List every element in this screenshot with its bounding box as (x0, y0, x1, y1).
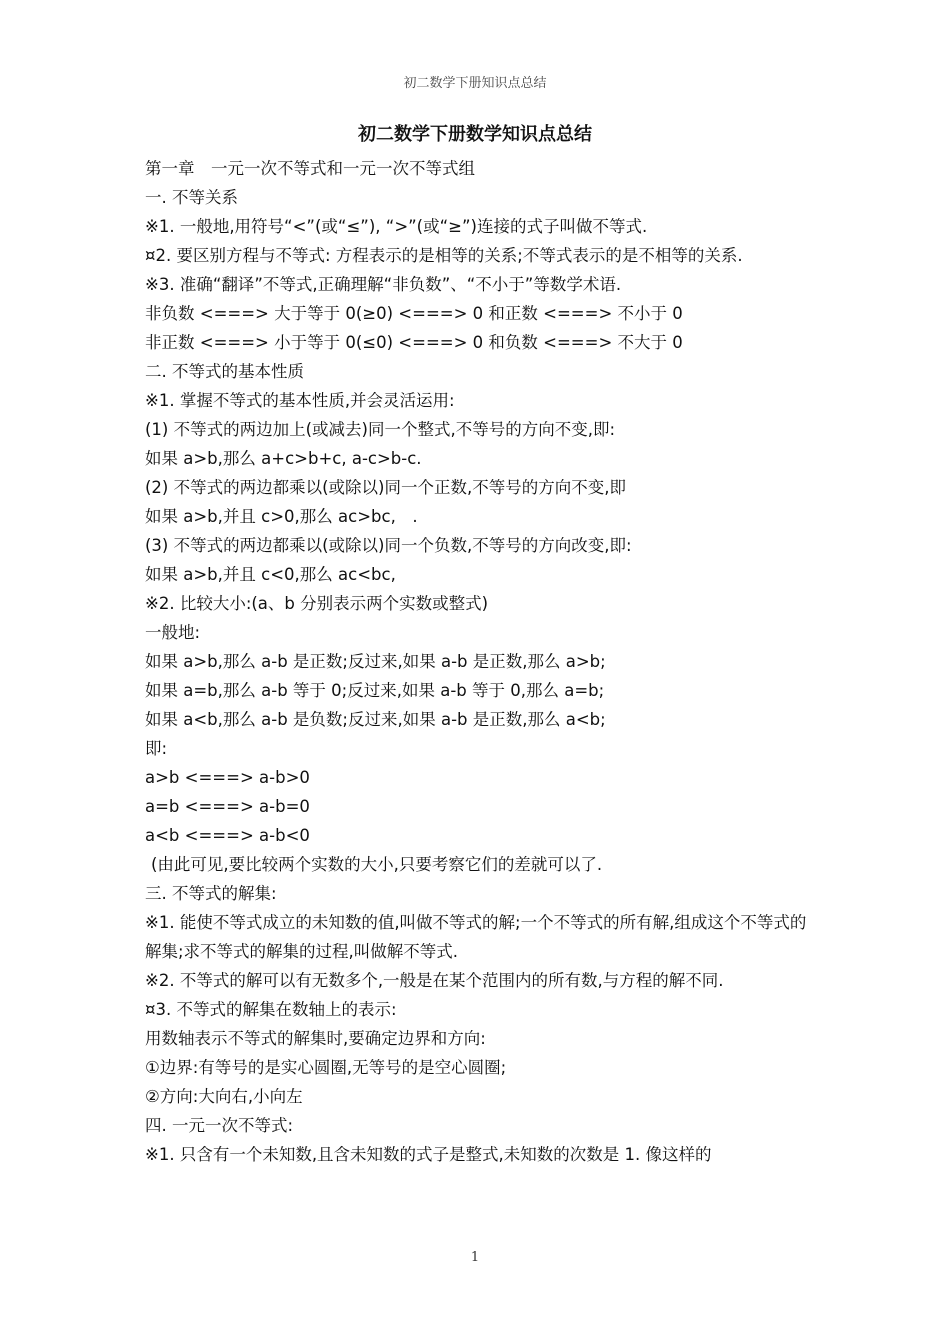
paragraph: (1) 不等式的两边加上(或减去)同一个整式,不等号的方向不变,即: (145, 420, 616, 439)
paragraph: ②方向:大向右,小向左 (145, 1087, 303, 1106)
paragraph: ※1. 掌握不等式的基本性质,并会灵活运用: (145, 391, 455, 410)
paragraph: 非负数 <===> 大于等于 0(≥0) <===> 0 和正数 <===> 不小于 0 (145, 304, 683, 323)
paragraph: 用数轴表示不等式的解集时,要确定边界和方向: (145, 1029, 486, 1048)
formula-line: a=b <===> a-b=0 (145, 797, 310, 816)
paragraph: ※3. 准确“翻译”不等式,正确理解“非负数”、“不小于”等数学术语. (145, 275, 622, 294)
paragraph: ¤2. 要区别方程与不等式: 方程表示的是相等的关系;不等式表示的是不相等的关系. (145, 246, 743, 265)
paragraph: ※2. 不等式的解可以有无数多个,一般是在某个范围内的所有数,与方程的解不同. (145, 971, 724, 990)
section-heading: 三. 不等式的解集: (145, 884, 277, 903)
section-heading: 二. 不等式的基本性质 (145, 362, 304, 381)
paragraph: (3) 不等式的两边都乘以(或除以)同一个负数,不等号的方向改变,即: (145, 536, 632, 555)
paragraph: 如果 a<b,那么 a-b 是负数;反过来,如果 a-b 是正数,那么 a<b; (145, 710, 606, 729)
paragraph: (2) 不等式的两边都乘以(或除以)同一个正数,不等号的方向不变,即 (145, 478, 626, 497)
page-number: 1 (470, 1250, 480, 1265)
formula-line: a>b <===> a-b>0 (145, 768, 310, 787)
document-body (145, 154, 815, 1169)
paragraph: ※1. 能使不等式成立的未知数的值,叫做不等式的解;一个不等式的所有解,组成这个不等式的解集;求不等式的解集的过程,叫做解不等式. (145, 913, 807, 961)
formula-line: 如果 a>b,并且 c>0,那么 ac>bc, . (145, 507, 418, 526)
formula-line: 如果 a>b,并且 c<0,那么 ac<bc, (145, 565, 396, 584)
paragraph: 如果 a=b,那么 a-b 等于 0;反过来,如果 a-b 等于 0,那么 a=b; (145, 681, 605, 700)
paragraph: ※1. 只含有一个未知数,且含未知数的式子是整式,未知数的次数是 1. 像这样的 (145, 1145, 712, 1164)
section-heading: 四. 一元一次不等式: (145, 1116, 294, 1135)
formula-line: 如果 a>b,那么 a+c>b+c, a-c>b-c. (145, 449, 422, 468)
paragraph: 一般地: (145, 623, 201, 642)
paragraph: ¤3. 不等式的解集在数轴上的表示: (145, 1000, 397, 1019)
paragraph: ※2. 比较大小:(a、b 分别表示两个实数或整式) (145, 594, 489, 613)
section-heading: 一. 不等关系 (145, 188, 238, 207)
formula-line: a<b <===> a-b<0 (145, 826, 310, 845)
chapter-heading: 第一章 一元一次不等式和一元一次不等式组 (145, 159, 475, 178)
paragraph: ※1. 一般地,用符号“<”(或“≤”), “>”(或“≥”)连接的式子叫做不等式. (145, 217, 648, 236)
paragraph: 如果 a>b,那么 a-b 是正数;反过来,如果 a-b 是正数,那么 a>b; (145, 652, 606, 671)
paragraph: ①边界:有等号的是实心圆圈,无等号的是空心圆圈; (145, 1058, 507, 1077)
paragraph: 非正数 <===> 小于等于 0(≤0) <===> 0 和负数 <===> 不大于 0 (145, 333, 683, 352)
document-title: 初二数学下册数学知识点总结 (358, 124, 592, 145)
running-header: 初二数学下册知识点总结 (403, 76, 547, 91)
paragraph: (由此可见,要比较两个实数的大小,只要考察它们的差就可以了. (151, 855, 603, 874)
paragraph: 即: (145, 739, 168, 758)
